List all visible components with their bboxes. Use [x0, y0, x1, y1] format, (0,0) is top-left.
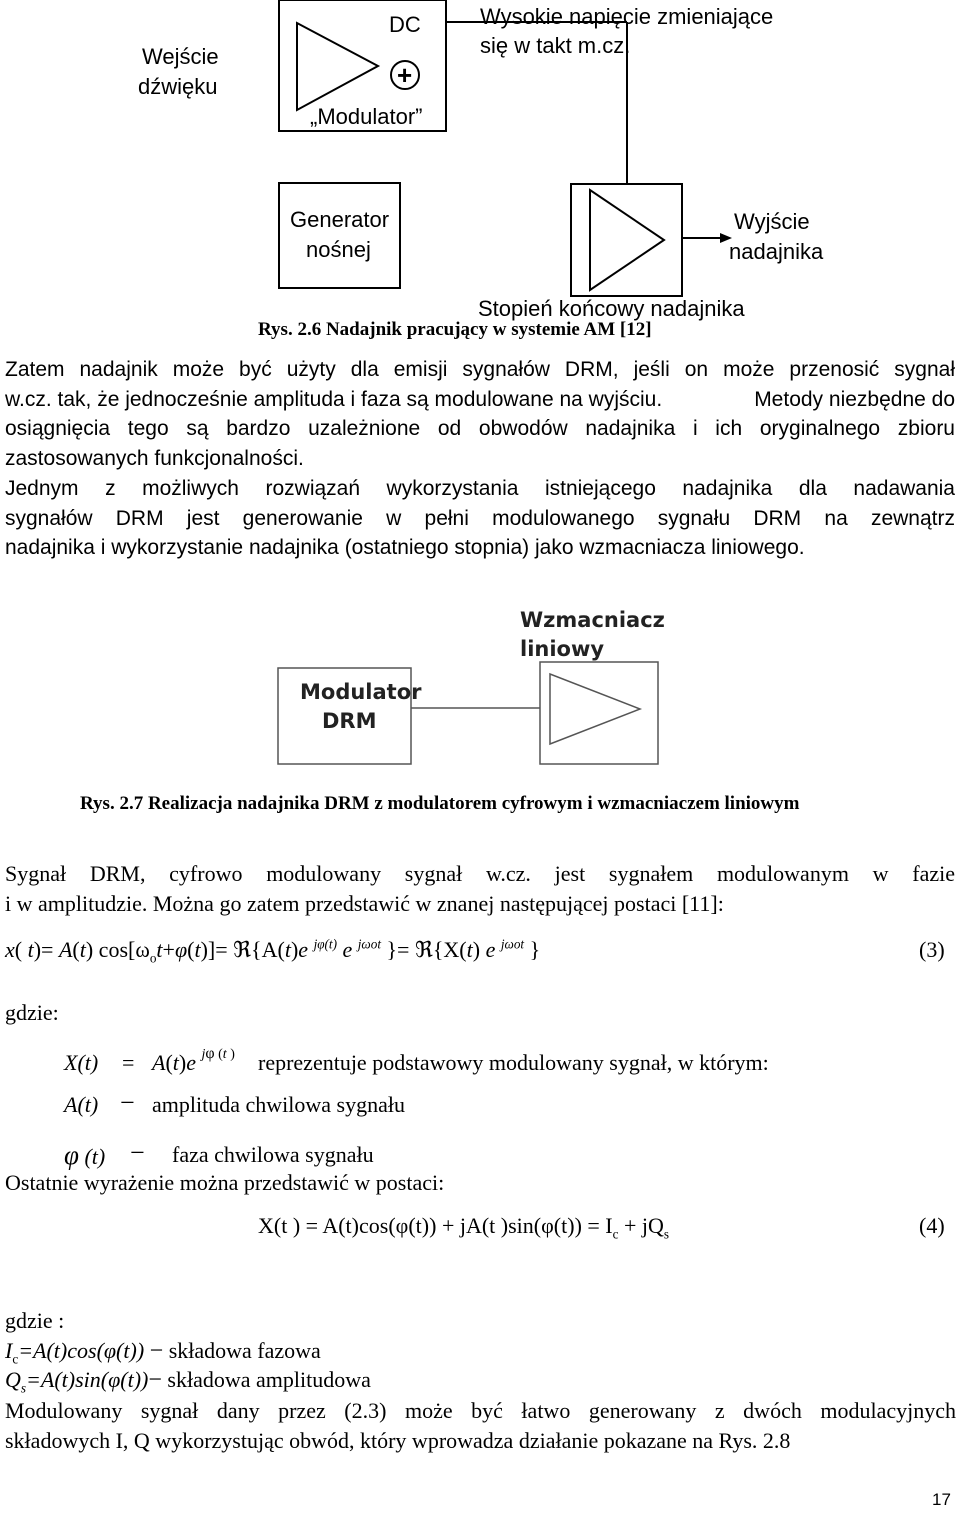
comp-ic-line	[5, 1338, 321, 1365]
modulator-amplifier-triangle	[297, 23, 378, 110]
paragraph-final	[5, 1396, 956, 1456]
comp-qs-line	[5, 1367, 371, 1394]
def-x-symbol-text: X(t)	[64, 1050, 99, 1075]
paragraph-linear-amp	[5, 474, 955, 563]
para1-line4: zastosowanych funkcjonalności.	[5, 446, 304, 470]
mod-label-line2: DRM	[322, 709, 377, 733]
mod-label-line1: Modulator	[300, 680, 422, 704]
figure-caption-2-7: Rys. 2.7 Realizacja nadajnika DRM z modulatorem cyfrowym i wzmacniaczem liniowym	[80, 793, 800, 814]
comp-ic-i: I	[5, 1338, 13, 1363]
equation-3: x( t)= A(t) $\cos[\omega_ot+\varphi(t)]=$ ℜ{A(t)e $^{j\varphi(t)}$ e $^{j\omega ot}$ }= ℜ{X(t) e $^{j\omega ot}$ }	[5, 936, 541, 966]
input-label-line2: dźwięku	[138, 74, 218, 99]
para1-line1: Zatem nadajnik może być użyty dla emisji sygnałów DRM, jeśli on może przenosić sygnał	[5, 358, 955, 381]
def-phi-dash: −	[130, 1138, 145, 1167]
output-label-line1: Wyjście	[734, 209, 810, 234]
final-line1: Modulowany sygnał dany przez (2.3) może być łatwo generowany z dwóch modulacyjnych	[5, 1398, 956, 1423]
para1-line3: osiągnięcia tego są bardzo uzależnione od obwodów nadajnika i ich oryginalnego zbioru	[5, 417, 955, 440]
comp-qs-q: Q	[5, 1367, 21, 1392]
comp-qs-formula: =A(t)sin(φ(t))	[26, 1367, 149, 1392]
equation-4-text: X(t ) = A(t)cos(φ(t)) + jA(t )sin(φ(t)) = I	[258, 1213, 613, 1238]
hv-label-line2: się w takt m.cz.	[480, 33, 631, 58]
para2-line3: nadajnika i wykorzystanie nadajnika (ostatniego stopnia) jako wzmacniacza liniowego.	[5, 536, 805, 559]
def-phi-glyph: φ	[64, 1140, 79, 1170]
last-expression-text: Ostatnie wyrażenie można przedstawić w postaci:	[5, 1170, 445, 1195]
dc-label: DC	[389, 12, 421, 37]
para2-line1: Jednym z możliwych rozwiązań wykorzystania istniejącego nadajnika dla nadawania	[5, 477, 955, 500]
page-number: 17	[932, 1490, 951, 1509]
para2-line2: sygnałów DRM jest generowanie w pełni modulowanego sygnału DRM na zewnątrz	[5, 506, 955, 530]
def-phi-description: faza chwilowa sygnału	[172, 1142, 374, 1167]
def-x-equals: =	[122, 1050, 135, 1075]
paragraph-drm-signal	[5, 859, 955, 919]
def-phi-symbol	[64, 1140, 105, 1171]
def-a-description: amplituda chwilowa sygnału	[152, 1092, 405, 1117]
def-phi-arg: (t)	[84, 1144, 106, 1169]
equation-4	[258, 1213, 670, 1242]
equation-3-number: (3)	[919, 937, 945, 962]
generator-label-line1: Generator	[290, 207, 390, 232]
def-a-dash: −	[120, 1088, 135, 1117]
def-x-symbol	[64, 1050, 98, 1076]
comp-ic-description: składowa fazowa	[168, 1338, 321, 1363]
comp-ic-dash: −	[149, 1338, 164, 1364]
comp-ic-formula: =A(t)cos(φ(t))	[18, 1338, 145, 1363]
para1-line2a: w.cz. tak, że jednocześnie amplituda i faza są modulowane na wyjściu.	[5, 387, 663, 411]
para1-line2	[5, 385, 955, 415]
plus-symbol: +	[397, 60, 413, 90]
def-x-description: reprezentuje podstawowy modulowany sygnał, w którym:	[258, 1050, 769, 1075]
equation-4-c-sub: c	[612, 1226, 619, 1242]
def-x-formula: A(t)e $^{j\varphi (t )}$	[152, 1045, 235, 1075]
para3-line2: i w amplitudzie. Można go zatem przedstawić w znanej następującej postaci [11]:	[5, 891, 724, 916]
comp-ic-sub: c	[12, 1351, 19, 1367]
amp-label-line1: Wzmacniacz	[520, 608, 665, 632]
equation-4-jq: + jQ	[618, 1213, 664, 1238]
final-line2: składowych I, Q wykorzystując obwód, który wprowadza działanie pokazane na Rys. 2.8	[5, 1428, 791, 1453]
generator-label-line2: nośnej	[306, 237, 371, 262]
modulator-label: „Modulator”	[310, 104, 423, 129]
para3-line1: Sygnał DRM, cyfrowo modulowany sygnał w.cz. jest sygnałem modulowanym w fazie	[5, 861, 955, 886]
comp-qs-sub: s	[20, 1380, 27, 1396]
def-a-symbol	[64, 1092, 98, 1118]
comp-qs-dash: −	[148, 1367, 162, 1393]
paragraph-dr-m-intro	[5, 355, 955, 473]
generator-block	[279, 183, 400, 288]
final-stage-triangle	[590, 190, 664, 290]
where-label-2: gdzie :	[5, 1308, 65, 1333]
amp-label-line2: liniowy	[520, 637, 605, 661]
output-label-line2: nadajnika	[729, 239, 824, 264]
def-a-symbol-text: A(t)	[64, 1092, 99, 1117]
equation-4-s-sub: s	[663, 1226, 670, 1242]
final-stage-label: Stopień końcowy nadajnika	[478, 296, 745, 321]
where-label-1: gdzie:	[5, 1000, 59, 1025]
para1-line2b: Metody niezbędne do	[754, 387, 955, 411]
comp-qs-description: składowa amplitudowa	[167, 1367, 371, 1392]
equation-4-number: (4)	[919, 1213, 945, 1238]
hv-label-line1: Wysokie napięcie zmieniające	[480, 4, 774, 29]
figure-caption-2-6: Rys. 2.6 Nadajnik pracujący w systemie AM [12]	[258, 319, 652, 340]
input-label-line1: Wejście	[142, 44, 219, 69]
